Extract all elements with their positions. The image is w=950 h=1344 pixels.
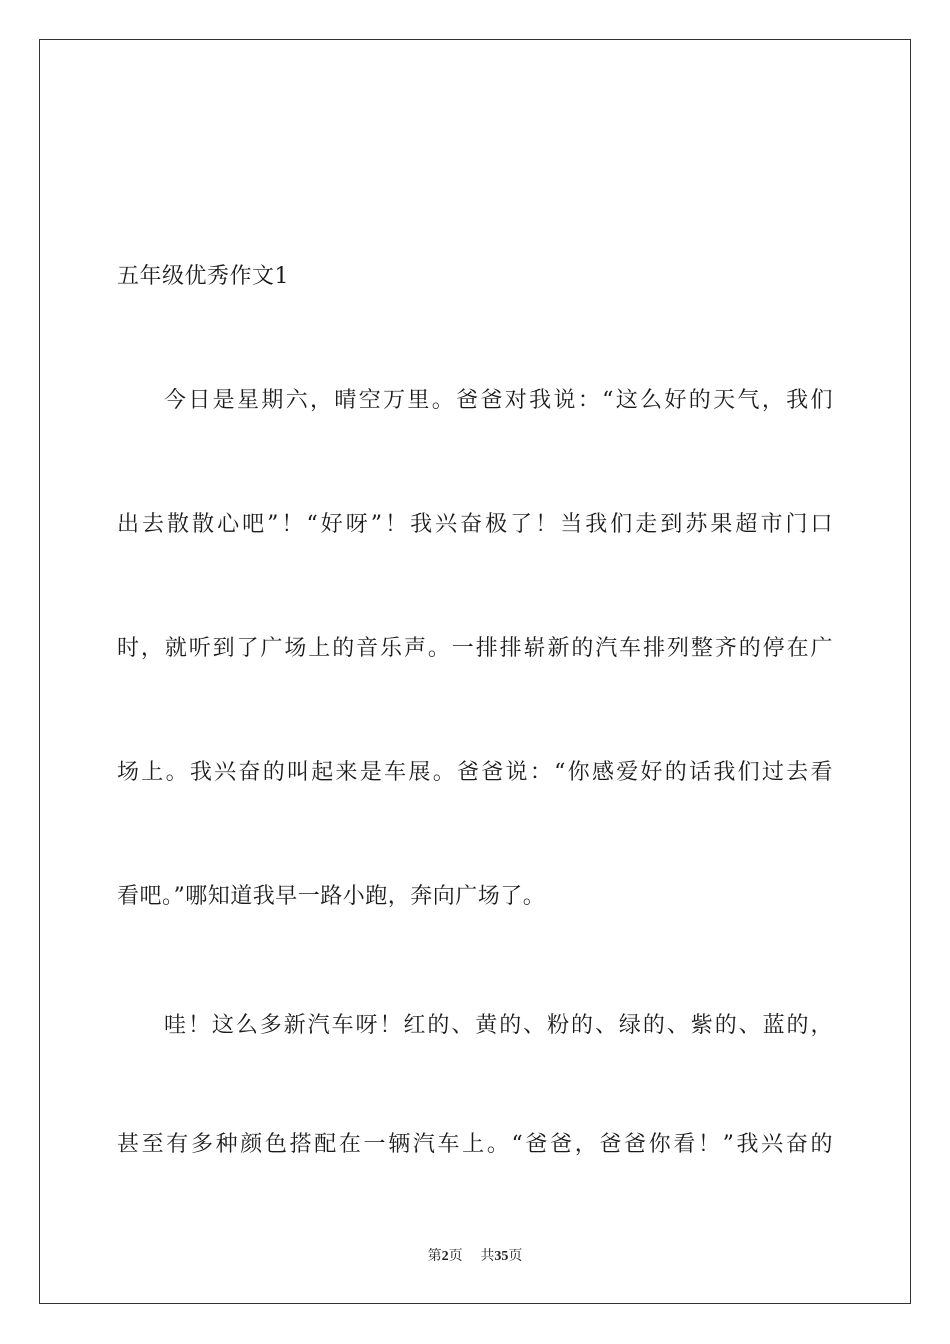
page-prefix: 第 xyxy=(427,1248,442,1264)
total-page-count: 35 xyxy=(494,1249,509,1264)
paragraph-1-line-2: 出去散散心吧”！“好呀”！我兴奋极了！当我们走到苏果超市门口 xyxy=(117,512,833,537)
current-page-number: 2 xyxy=(441,1249,449,1264)
page-suffix: 页 xyxy=(448,1248,463,1264)
total-prefix: 共 xyxy=(480,1248,495,1264)
paragraph-1-line-3: 时，就听到了广场上的音乐声。一排排崭新的汽车排列整齐的停在广 xyxy=(117,636,833,661)
document-title: 五年级优秀作文1 xyxy=(117,264,289,289)
total-suffix: 页 xyxy=(508,1248,523,1264)
paragraph-1-line-1: 今日是星期六，晴空万里。爸爸对我说：“这么好的天气，我们 xyxy=(164,388,833,413)
page-footer xyxy=(0,1246,950,1267)
paragraph-1-line-5: 看吧。”哪知道我早一路小跑，奔向广场了。 xyxy=(117,884,546,909)
paragraph-2-line-1: 哇！这么多新汽车呀！红的、黄的、粉的、绿的、紫的、蓝的， xyxy=(164,1013,833,1038)
page-border xyxy=(39,39,911,1304)
paragraph-2-line-2: 甚至有多种颜色搭配在一辆汽车上。“爸爸，爸爸你看！”我兴奋的 xyxy=(117,1132,833,1157)
paragraph-1-line-4: 场上。我兴奋的叫起来是车展。爸爸说：“你感爱好的话我们过去看 xyxy=(117,760,833,785)
